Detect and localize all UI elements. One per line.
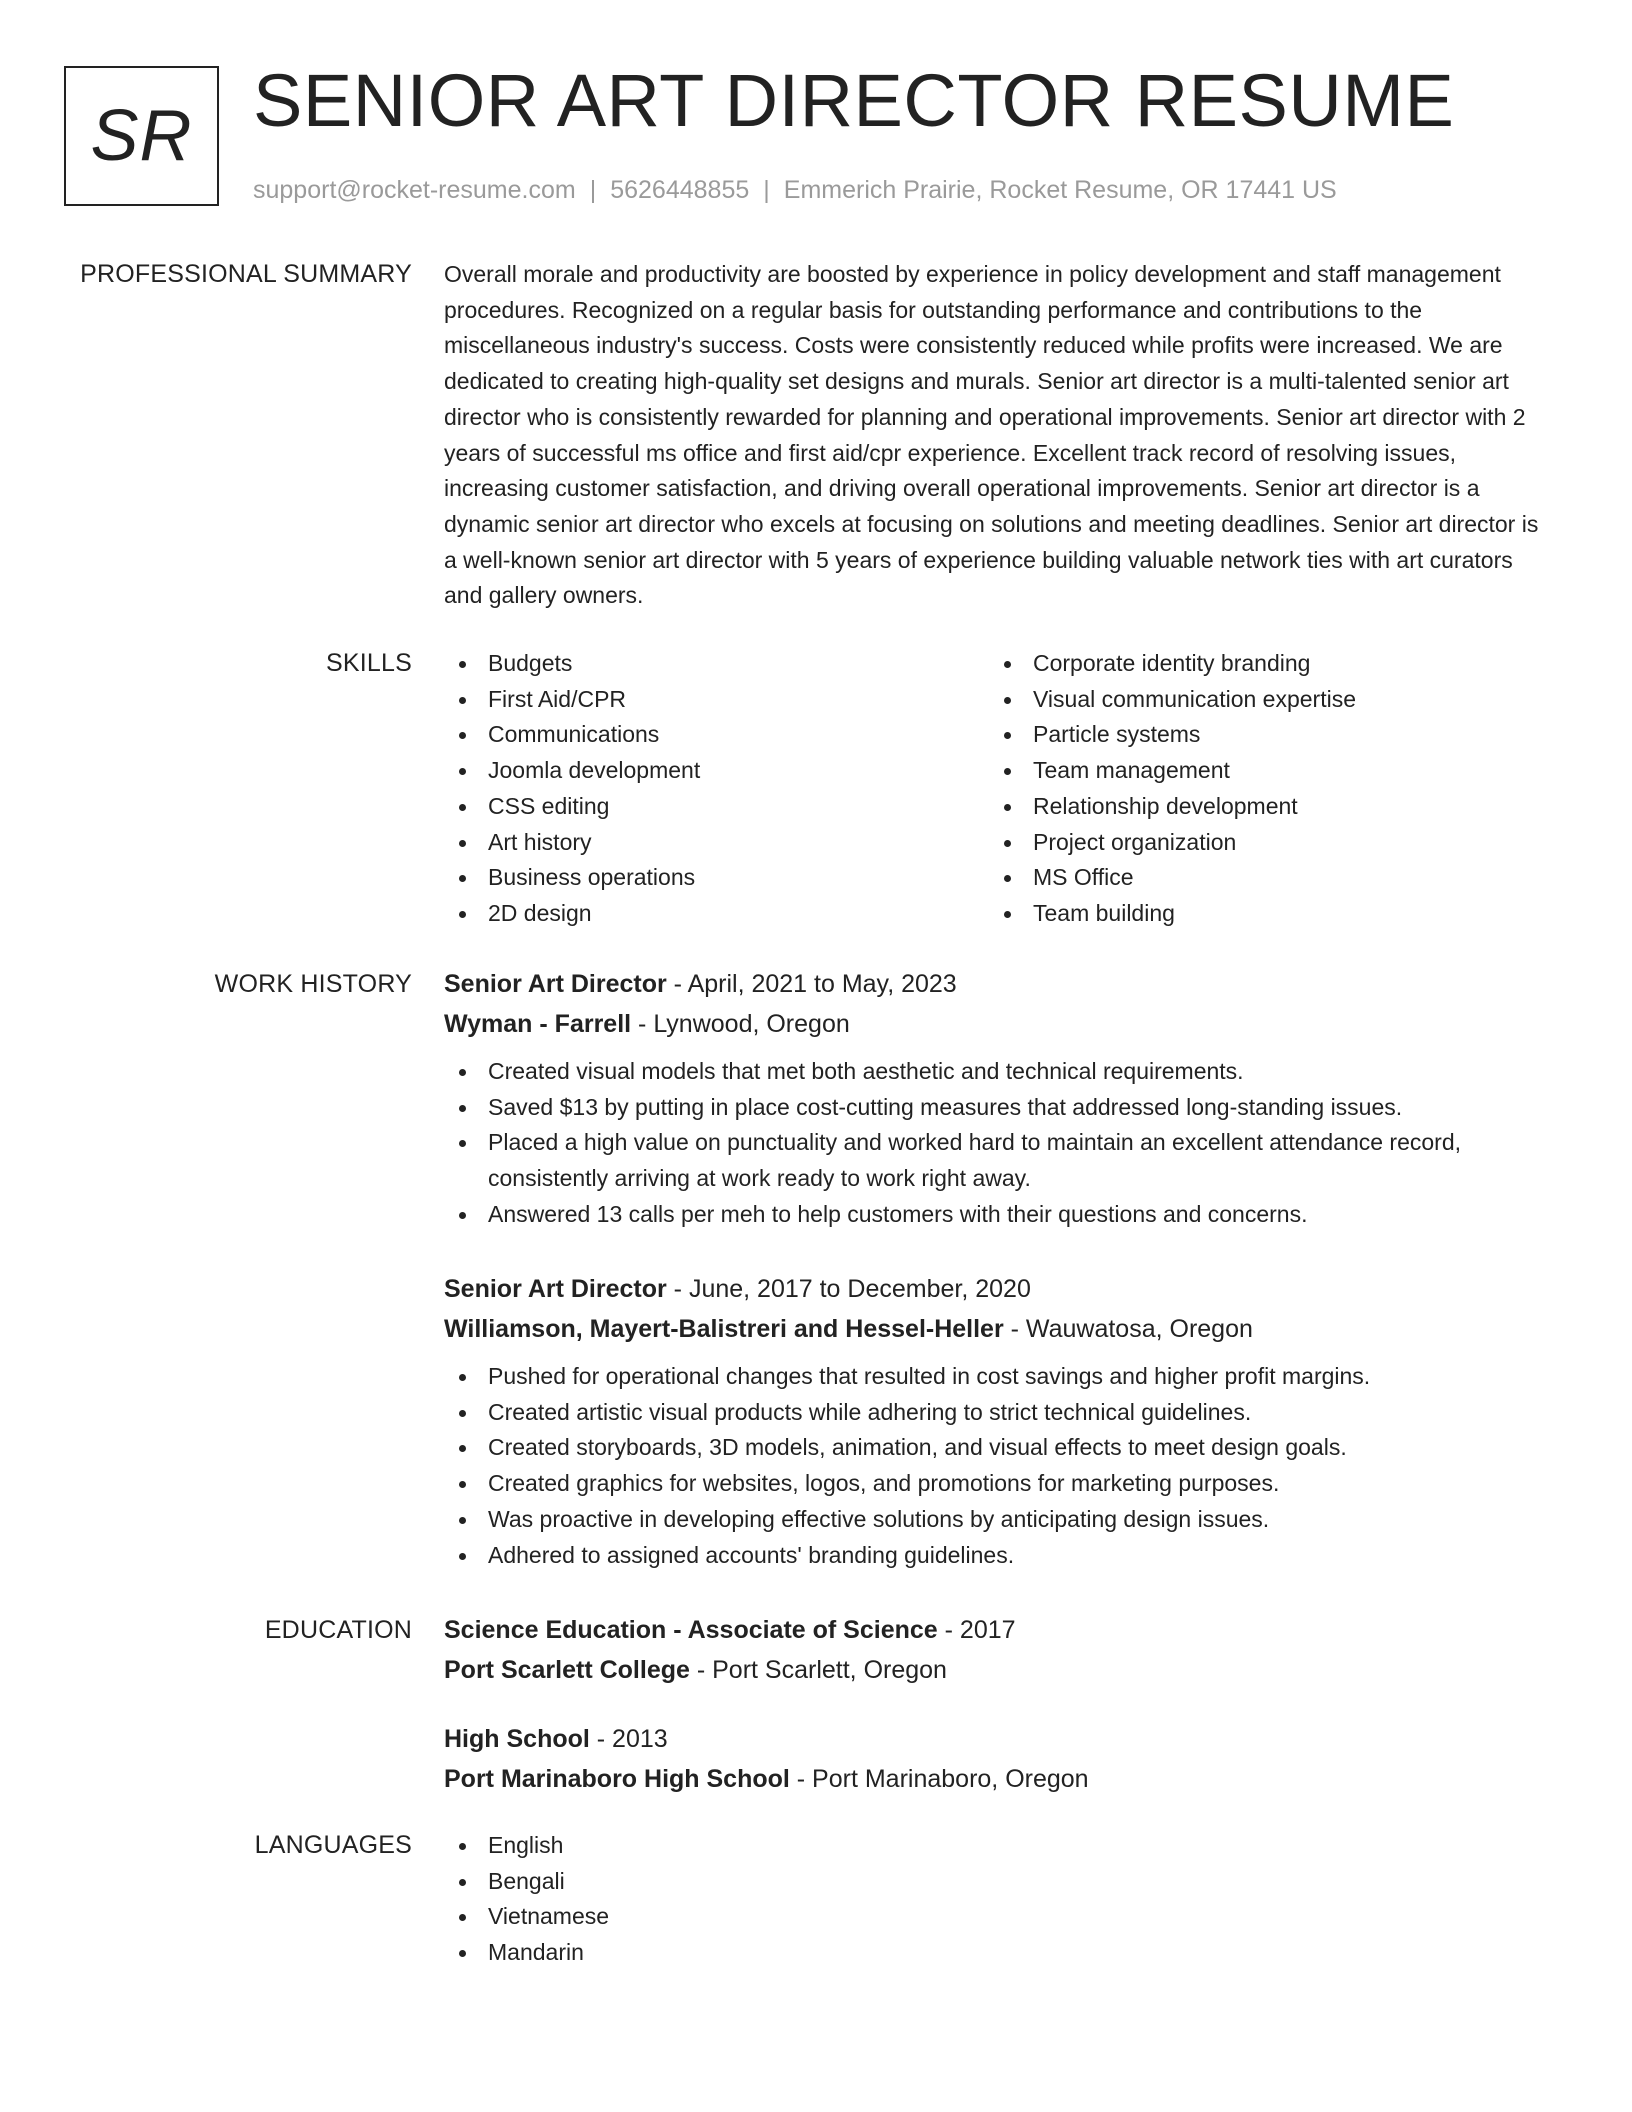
skills-list-left [444,646,964,932]
education-degree: Science Education - Associate of Science [444,1616,938,1644]
job-bullets [444,1054,1554,1233]
separator: | [763,176,770,204]
education-location: - Port Scarlett, Oregon [689,1656,947,1684]
section-label-languages: LANGUAGES [254,1831,412,1859]
skill-item: Team building [989,896,1509,932]
language-item: English [444,1828,1554,1864]
education-school: Port Scarlett College [444,1656,690,1684]
skill-item: Art history [444,825,964,861]
education-degree-line [444,1610,1554,1650]
contact-address: Emmerich Prairie, Rocket Resume, OR 17441 US [783,176,1337,204]
section-label-work: WORK HISTORY [214,970,412,998]
job-bullet: Created graphics for websites, logos, and promotions for marketing purposes. [444,1466,1554,1502]
skill-item: Corporate identity branding [989,646,1509,682]
skill-item: Particle systems [989,717,1509,753]
job-company-line [444,1309,1554,1349]
job-entry [444,1269,1554,1573]
skill-item: CSS editing [444,789,964,825]
job-dates: - June, 2017 to December, 2020 [666,1275,1031,1303]
education-year: - 2013 [589,1725,668,1753]
job-bullet: Placed a high value on punctuality and worked hard to maintain an excellent attendance record, consistently arriving at work ready to work right away. [444,1125,1554,1196]
job-bullet: Was proactive in developing effective solutions by anticipating design issues. [444,1502,1554,1538]
education-degree: High School [444,1725,590,1753]
contact-line [253,172,1337,208]
job-bullet: Created artistic visual products while adhering to strict technical guidelines. [444,1395,1554,1431]
job-location: - Lynwood, Oregon [631,1010,850,1038]
skills-list-right [989,646,1509,932]
job-bullet: Answered 13 calls per meh to help customers with their questions and concerns. [444,1197,1554,1233]
job-company-line [444,1004,1554,1044]
language-item: Mandarin [444,1935,1554,1971]
job-title-line [444,964,1554,1004]
section-label-summary: PROFESSIONAL SUMMARY [80,260,412,288]
job-bullet: Created visual models that met both aesthetic and technical requirements. [444,1054,1554,1090]
education-degree-line [444,1719,1554,1759]
skill-item: Team management [989,753,1509,789]
job-title: Senior Art Director [444,1275,667,1303]
job-bullets [444,1359,1554,1573]
skill-item: First Aid/CPR [444,682,964,718]
job-bullet: Adhered to assigned accounts' branding guidelines. [444,1538,1554,1574]
education-school: Port Marinaboro High School [444,1765,790,1793]
job-location: - Wauwatosa, Oregon [1003,1315,1253,1343]
separator: | [589,176,597,204]
skill-item: Relationship development [989,789,1509,825]
language-item: Vietnamese [444,1899,1554,1935]
job-title: Senior Art Director [444,970,667,998]
skill-item: Business operations [444,860,964,896]
skill-item: MS Office [989,860,1509,896]
education-school-line [444,1650,1554,1690]
job-company: Wyman - Farrell [444,1010,632,1038]
job-bullet: Pushed for operational changes that resulted in cost savings and higher profit margins. [444,1359,1554,1395]
contact-phone: 5626448855 [610,176,750,204]
skill-item: 2D design [444,896,964,932]
job-company: Williamson, Mayert-Balistreri and Hessel-Heller [444,1315,1004,1343]
section-label-education: EDUCATION [264,1616,412,1644]
section-label-skills: SKILLS [326,649,412,677]
monogram-logo: SR [64,66,219,206]
languages-list [444,1828,1554,1971]
job-title-line [444,1269,1554,1309]
education-entry [444,1610,1554,1690]
skill-item: Communications [444,717,964,753]
education-school-line [444,1759,1554,1799]
contact-email: support@rocket-resume.com [253,176,576,204]
education-year: - 2017 [937,1616,1016,1644]
skill-item: Budgets [444,646,964,682]
job-bullet: Saved $13 by putting in place cost-cutting measures that addressed long-standing issues. [444,1090,1554,1126]
job-entry [444,964,1554,1233]
education-entry [444,1719,1554,1799]
job-bullet: Created storyboards, 3D models, animation, and visual effects to meet design goals. [444,1430,1554,1466]
page-title: SENIOR ART DIRECTOR RESUME [253,59,1455,142]
skill-item: Visual communication expertise [989,682,1509,718]
job-dates: - April, 2021 to May, 2023 [666,970,957,998]
education-location: - Port Marinaboro, Oregon [789,1765,1089,1793]
skill-item: Project organization [989,825,1509,861]
language-item: Bengali [444,1864,1554,1900]
skill-item: Joomla development [444,753,964,789]
summary-text: Overall morale and productivity are boosted by experience in policy development and staff management procedures. Recognized on a regular basis for outstanding performance and contributions to the miscellaneous industry's success. Costs were consistently reduced while profits were increased. We are dedicated to creating high-quality set designs and murals. Senior art director is a multi-talented senior art director who is consistently rewarded for planning and operational improvements. Senior art director with 2 years of successful ms office and first aid/cpr experience. Excellent track record of resolving issues, increasing customer satisfaction, and driving overall operational improvements. Senior art director is a dynamic senior art director who excels at focusing on solutions and meeting deadlines. Senior art director is a well-known senior art director with 5 years of experience building valuable network ties with art curators and gallery owners. [444,261,1539,609]
